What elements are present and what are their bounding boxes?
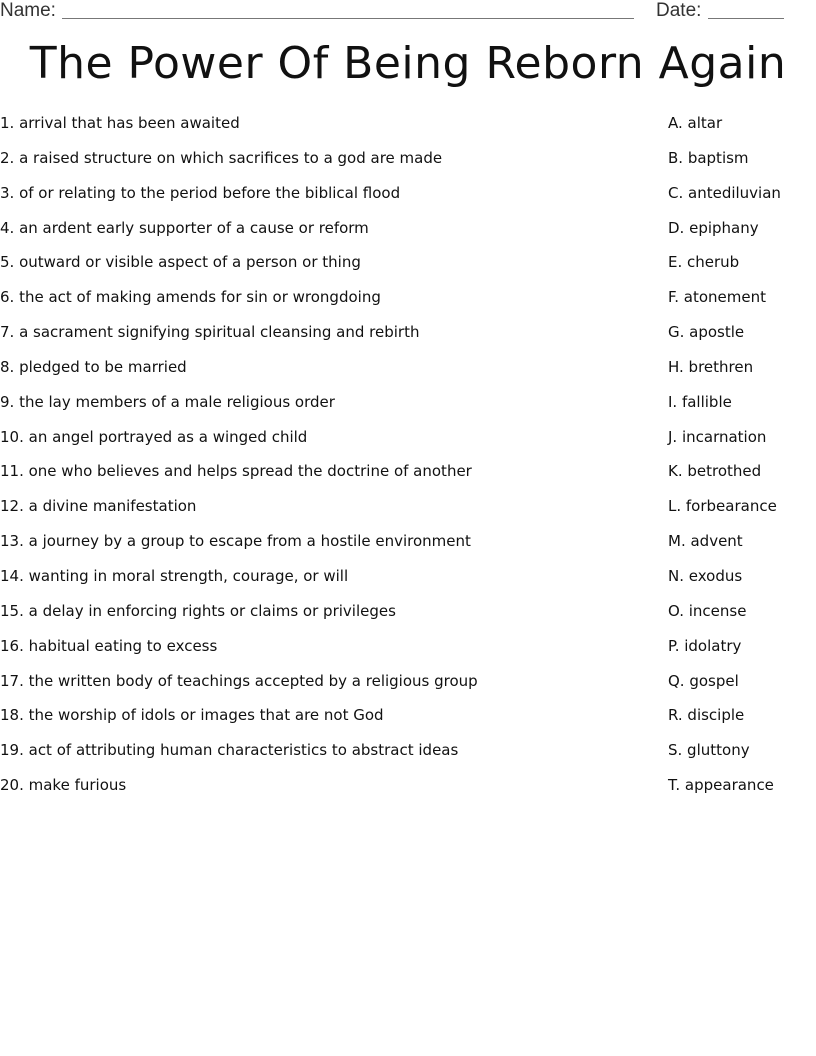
clue-item: 18. the worship of idols or images that are not God xyxy=(0,706,384,725)
clue-item: 12. a divine manifestation xyxy=(0,497,197,516)
matching-row xyxy=(0,565,816,600)
answer-item: O. incense xyxy=(668,601,747,620)
clue-item: 13. a journey by a group to escape from a hostile environment xyxy=(0,532,471,551)
date-blank-line[interactable] xyxy=(708,18,784,19)
answer-item: N. exodus xyxy=(668,566,743,585)
clue-item: 9. the lay members of a male religious order xyxy=(0,392,335,411)
worksheet-title: The Power Of Being Reborn Again xyxy=(29,38,787,89)
name-blank-line[interactable] xyxy=(62,18,634,19)
clue-item: 15. a delay in enforcing rights or claims or privileges xyxy=(0,601,396,620)
answer-item: F. atonement xyxy=(668,288,766,307)
matching-row xyxy=(0,635,816,670)
answer-item: H. brethren xyxy=(668,357,754,376)
matching-row xyxy=(0,356,816,391)
matching-row xyxy=(0,217,816,252)
answer-item: I. fallible xyxy=(668,392,732,411)
matching-row xyxy=(0,530,816,565)
answer-item: K. betrothed xyxy=(668,462,762,481)
answer-item: A. altar xyxy=(668,114,723,132)
answer-item: M. advent xyxy=(668,532,743,551)
clue-item: 8. pledged to be married xyxy=(0,357,187,376)
answer-item: B. baptism xyxy=(668,148,749,167)
matching-row xyxy=(0,739,816,774)
answer-item: P. idolatry xyxy=(668,636,742,655)
clue-item: 19. act of attributing human characteristics to abstract ideas xyxy=(0,741,459,760)
matching-row xyxy=(0,704,816,739)
answer-item: C. antediluvian xyxy=(668,183,781,202)
matching-row xyxy=(0,286,816,321)
clue-item: 11. one who believes and helps spread the doctrine of another xyxy=(0,462,472,481)
answer-item: G. apostle xyxy=(668,323,745,342)
name-label: Name: xyxy=(0,0,56,21)
clue-item: 17. the written body of teachings accepted by a religious group xyxy=(0,671,478,690)
matching-row xyxy=(0,495,816,530)
answer-item: E. cherub xyxy=(668,253,740,272)
answer-item: R. disciple xyxy=(668,706,745,725)
matching-row xyxy=(0,391,816,426)
matching-row xyxy=(0,147,816,182)
matching-row xyxy=(0,774,816,809)
clue-item: 6. the act of making amends for sin or wrongdoing xyxy=(0,288,381,307)
date-label: Date: xyxy=(656,0,702,21)
answer-item: T. appearance xyxy=(668,776,774,795)
matching-list xyxy=(0,112,816,809)
answer-item: J. incarnation xyxy=(668,427,767,446)
answer-item: D. epiphany xyxy=(668,218,759,237)
clue-item: 5. outward or visible aspect of a person or thing xyxy=(0,253,361,272)
matching-row xyxy=(0,112,816,147)
matching-row xyxy=(0,182,816,217)
matching-row xyxy=(0,460,816,495)
answer-item: S. gluttony xyxy=(668,741,750,760)
clue-item: 7. a sacrament signifying spiritual cleansing and rebirth xyxy=(0,323,420,342)
matching-row xyxy=(0,670,816,705)
clue-item: 2. a raised structure on which sacrifices to a god are made xyxy=(0,148,443,167)
matching-row xyxy=(0,600,816,635)
clue-item: 3. of or relating to the period before the biblical flood xyxy=(0,183,401,202)
matching-row xyxy=(0,251,816,286)
clue-item: 10. an angel portrayed as a winged child xyxy=(0,427,308,446)
clue-item: 4. an ardent early supporter of a cause or reform xyxy=(0,218,369,237)
matching-row xyxy=(0,321,816,356)
clue-item: 1. arrival that has been awaited xyxy=(0,114,240,132)
clue-item: 16. habitual eating to excess xyxy=(0,636,218,655)
answer-item: Q. gospel xyxy=(668,671,739,690)
answer-item: L. forbearance xyxy=(668,497,777,516)
clue-item: 14. wanting in moral strength, courage, or will xyxy=(0,566,349,585)
worksheet-header xyxy=(0,0,816,24)
clue-item: 20. make furious xyxy=(0,776,127,795)
matching-row xyxy=(0,426,816,461)
